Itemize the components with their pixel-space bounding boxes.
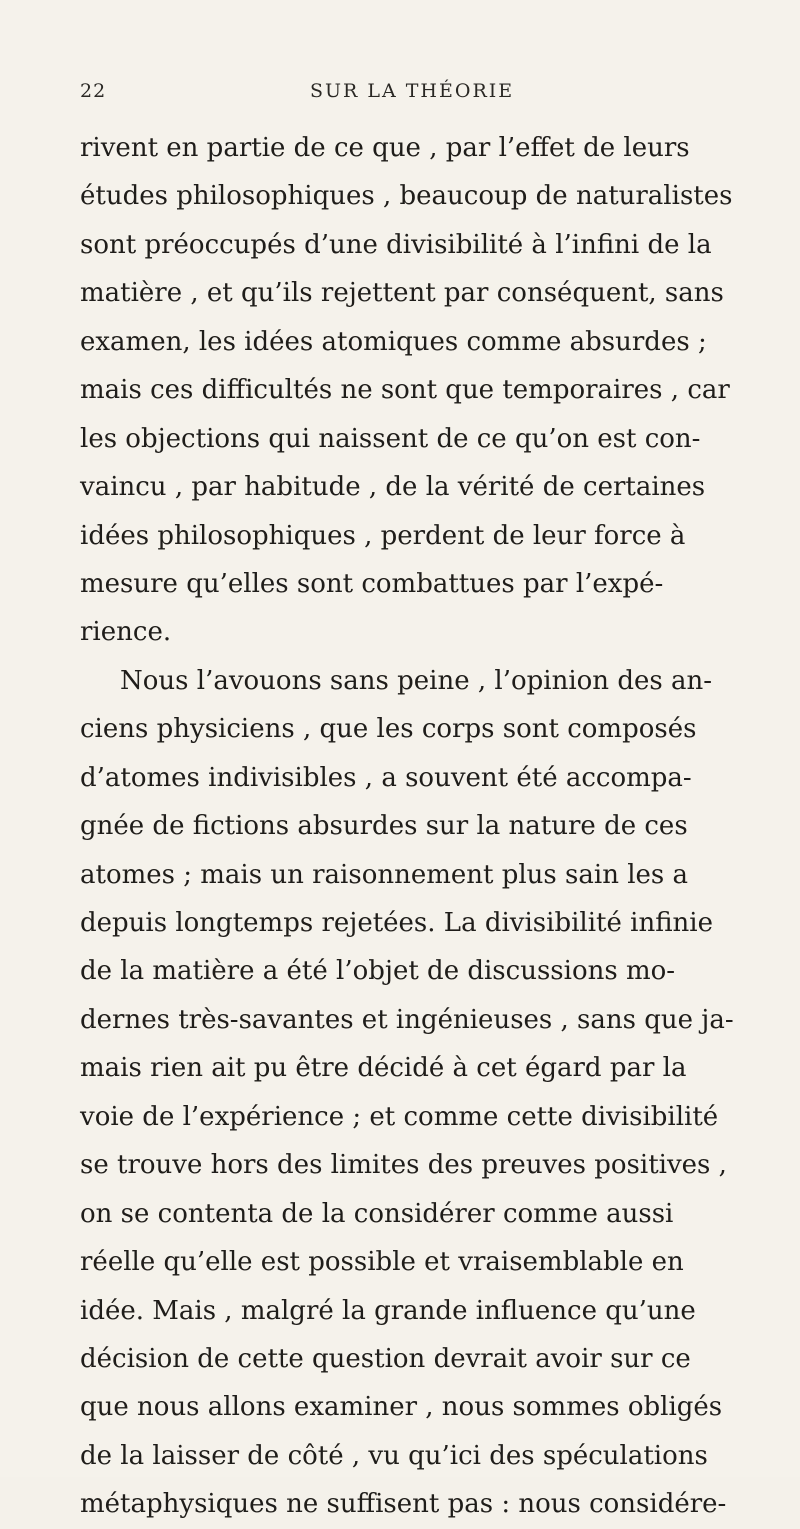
text-line: mesure qu’elles sont combattues par l’expé- — [80, 568, 664, 599]
text-line: ciens physiciens , que les corps sont composés — [80, 714, 697, 745]
text-line: matière , et qu’ils rejettent par conséquent, sans — [80, 278, 724, 309]
text-line: dernes très-savantes et ingénieuses , sans que ja- — [80, 1004, 734, 1035]
text-line: rivent en partie de ce que , par l’effet de leurs — [80, 133, 690, 163]
body-text — [80, 124, 734, 1529]
text-line: voie de l’expérience ; et comme cette divisibilité — [80, 1101, 719, 1132]
text-line: vaincu , par habitude , de la vérité de certaines — [80, 472, 706, 503]
text-line: décision de cette question devrait avoir sur ce — [80, 1343, 691, 1374]
text-line: d’atomes indivisibles , a souvent été accompa- — [80, 762, 692, 793]
text-line: que nous allons examiner , nous sommes obligés — [80, 1392, 723, 1423]
running-head: SUR LA THÉORIE — [310, 80, 515, 102]
text-line: gnée de fictions absurdes sur la nature de ces — [80, 811, 688, 842]
text-line: depuis longtemps rejetées. La divisibilité infinie — [80, 908, 713, 938]
text-line: rience. — [80, 617, 172, 648]
page-number: 22 — [80, 80, 107, 102]
text-line: les objections qui naissent de ce qu’on est con- — [80, 423, 701, 454]
text-line: réelle qu’elle est possible et vraisemblable en — [80, 1247, 684, 1278]
text-line: idée. Mais , malgré la grande influence qu’une — [80, 1295, 696, 1326]
text-line: sont préoccupés d’une divisibilité à l’infini de la — [80, 229, 712, 260]
text-line: métaphysiques ne suffisent pas : nous considére- — [80, 1489, 727, 1520]
page-header — [80, 80, 720, 116]
text-line: études philosophiques , beaucoup de naturalistes — [80, 181, 733, 212]
text-line: de la laisser de côté , vu qu’ici des spéculations — [80, 1440, 708, 1471]
text-line: idées philosophiques , perdent de leur force à — [80, 520, 686, 551]
text-line: mais rien ait pu être décidé à cet égard par la — [80, 1053, 687, 1084]
text-line: on se contenta de la considérer comme aussi — [80, 1198, 674, 1229]
text-line: mais ces difficultés ne sont que temporaires , car — [80, 375, 730, 406]
text-line: examen, les idées atomiques comme absurdes ; — [80, 326, 707, 357]
text-line: se trouve hors des limites des preuves positives , — [80, 1150, 727, 1181]
text-line: de la matière a été l’objet de discussions mo- — [80, 956, 676, 987]
text-line: atomes ; mais un raisonnement plus sain les a — [80, 859, 689, 890]
text-line: Nous l’avouons sans peine , l’opinion des an- — [120, 665, 712, 696]
